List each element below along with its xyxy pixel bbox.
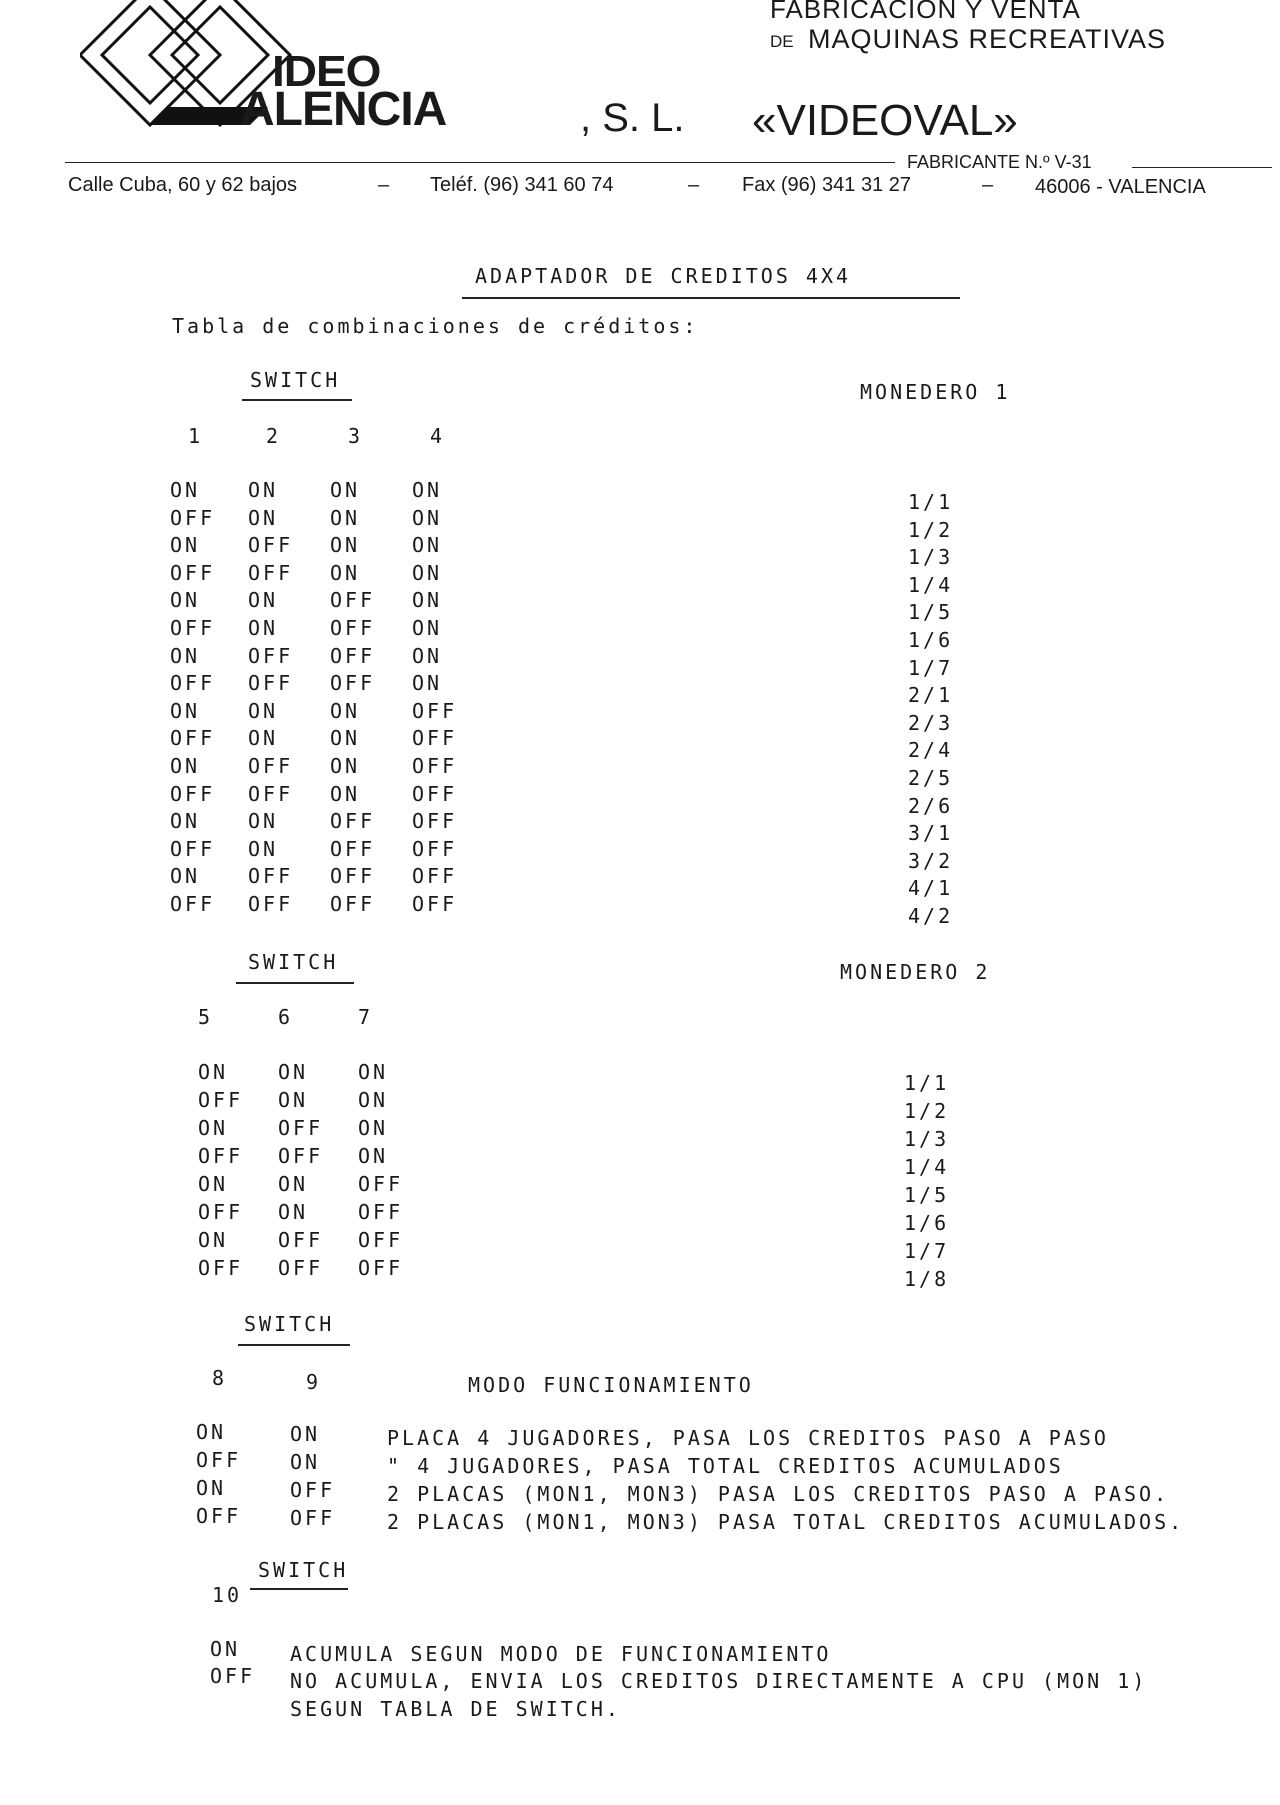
switch-state: ON (170, 533, 201, 558)
switch-state: ON (248, 726, 279, 751)
switch-state: ON (330, 478, 361, 502)
credit-ratio: 3/2 (908, 848, 954, 873)
switch-state: OFF (198, 1200, 244, 1224)
switch-state: OFF (198, 1256, 244, 1280)
intro-text: Tabla de combinaciones de créditos: (172, 314, 699, 338)
switch-state: ON (248, 698, 279, 723)
switch-state: ON (170, 588, 201, 613)
switch-state: OFF (330, 671, 376, 696)
switch-state: ON (412, 560, 443, 585)
switch-state: ON (330, 560, 361, 585)
mode-description: PLACA 4 JUGADORES, PASA LOS CREDITOS PASO A PASO (387, 1426, 1109, 1450)
switch-number: 6 (278, 1005, 294, 1029)
switch-state: OFF (248, 754, 294, 778)
switch-state: ON (278, 1060, 309, 1084)
activity-line1: FABRICACION Y VENTA (770, 0, 1081, 24)
fax: Fax (96) 341 31 27 (742, 174, 911, 196)
switch-state: OFF (358, 1172, 404, 1196)
switch-state: OFF (290, 1478, 336, 1502)
switch-state: ON (358, 1088, 389, 1112)
switch-state: OFF (210, 1664, 256, 1688)
credit-ratio: 1/7 (904, 1239, 950, 1263)
switch-state: ON (196, 1420, 227, 1444)
switch-state: OFF (412, 754, 458, 778)
credit-ratio: 2/1 (908, 683, 954, 708)
credit-ratio: 2/4 (908, 738, 954, 763)
accumulate-description: ACUMULA SEGUN MODO DE FUNCIONAMIENTO (290, 1642, 832, 1666)
switch-state: ON (358, 1116, 389, 1140)
switch-state: ON (330, 505, 361, 530)
switch-heading-4: SWITCH (258, 1558, 349, 1582)
switch-state: ON (248, 616, 279, 640)
switch-state: OFF (358, 1228, 404, 1252)
switch-state: ON (290, 1450, 321, 1474)
switch-state: ON (170, 754, 201, 778)
switch-state: OFF (412, 726, 458, 751)
switch-state: OFF (412, 781, 458, 806)
switch-state: OFF (198, 1144, 244, 1168)
switch-state: OFF (248, 533, 294, 558)
switch-state: ON (248, 588, 279, 613)
switch-state: ON (248, 505, 279, 530)
switch-state: ON (358, 1060, 389, 1084)
switch-state: ON (412, 478, 443, 502)
header-rule-left (65, 162, 895, 163)
switch-state: ON (358, 1144, 389, 1168)
switch-number: 8 (212, 1366, 228, 1390)
switch-state: OFF (278, 1228, 324, 1252)
switch-underline-3 (238, 1344, 350, 1346)
switch-heading-1: SWITCH (250, 368, 341, 392)
switch-state: ON (198, 1172, 229, 1196)
switch-state: OFF (358, 1200, 404, 1224)
title-underline (462, 297, 960, 299)
switch-state: ON (412, 671, 443, 696)
switch-number: 9 (306, 1370, 322, 1394)
switch-state: OFF (358, 1256, 404, 1280)
switch-state: ON (412, 588, 443, 613)
switch-number: 1 (188, 424, 204, 448)
switch-state: OFF (412, 809, 458, 834)
switch-state: OFF (196, 1504, 242, 1528)
credit-ratio: 1/8 (904, 1267, 950, 1291)
switch-state: OFF (330, 643, 376, 668)
monedero-heading-1: MONEDERO 1 (860, 380, 1011, 404)
brand-name: «VIDEOVAL» (752, 96, 1018, 145)
switch-state: OFF (170, 671, 216, 696)
separator-dash: – (378, 174, 390, 196)
switch-state: ON (170, 809, 201, 834)
switch-state: ON (248, 478, 279, 502)
switch-number: 2 (266, 424, 282, 448)
document-title: ADAPTADOR DE CREDITOS 4X4 (475, 264, 852, 288)
switch-state: OFF (330, 809, 376, 834)
separator-dash: – (982, 174, 994, 196)
separator-dash: – (688, 174, 700, 196)
credit-ratio: 1/1 (908, 490, 954, 514)
accumulate-description: NO ACUMULA, ENVIA LOS CREDITOS DIRECTAMENTE A CPU (MON 1) (290, 1669, 1148, 1693)
switch-state: ON (412, 505, 443, 530)
switch-state: OFF (278, 1116, 324, 1140)
credit-ratio: 1/5 (908, 600, 954, 625)
credit-ratio: 2/3 (908, 710, 954, 735)
switch-state: ON (248, 836, 279, 861)
switch-state: OFF (196, 1448, 242, 1472)
credit-ratio: 3/1 (908, 821, 954, 846)
credit-ratio: 1/5 (904, 1183, 950, 1207)
switch-state: OFF (170, 560, 216, 585)
switch-number: 5 (198, 1005, 214, 1029)
switch-state: ON (170, 643, 201, 668)
company-name-line2: ALENCIA (240, 83, 447, 136)
switch-state: OFF (412, 836, 458, 861)
switch-state: OFF (330, 864, 376, 889)
switch-state: OFF (170, 892, 216, 916)
switch-state: OFF (412, 864, 458, 889)
switch-state: OFF (198, 1088, 244, 1112)
switch-state: OFF (170, 505, 216, 530)
switch-state: ON (290, 1422, 321, 1446)
switch-state: ON (278, 1088, 309, 1112)
switch-state: OFF (170, 836, 216, 861)
credit-ratio: 4/2 (908, 904, 954, 928)
switch-state: OFF (330, 588, 376, 613)
switch-state: OFF (170, 616, 216, 640)
company-suffix: , S. L. (580, 96, 685, 140)
switch-state: ON (196, 1476, 227, 1500)
credit-ratio: 1/2 (908, 517, 954, 542)
accumulate-continuation: SEGUN TABLA DE SWITCH. (290, 1697, 621, 1721)
switch-underline-2 (236, 982, 354, 984)
switch-state: OFF (170, 726, 216, 751)
switch-state: OFF (248, 781, 294, 806)
credit-ratio: 4/1 (908, 876, 954, 901)
credit-ratio: 1/6 (904, 1211, 950, 1235)
switch-state: ON (198, 1060, 229, 1084)
mode-description: " 4 JUGADORES, PASA TOTAL CREDITOS ACUMULADOS (387, 1454, 1064, 1478)
city: 46006 - VALENCIA (1035, 176, 1206, 198)
switch-state: ON (170, 864, 201, 889)
switch-state: ON (330, 726, 361, 751)
switch-state: ON (330, 754, 361, 778)
switch-state: ON (330, 698, 361, 723)
switch-state: OFF (248, 892, 294, 916)
switch-state: OFF (278, 1144, 324, 1168)
credit-ratio: 1/6 (908, 628, 954, 652)
switch-state: ON (412, 533, 443, 558)
switch-state: OFF (248, 643, 294, 668)
switch-state: ON (170, 478, 201, 502)
switch-state: OFF (412, 892, 458, 916)
switch-state: OFF (412, 698, 458, 723)
header-rule-right (1132, 167, 1272, 168)
switch-underline-1 (242, 399, 352, 401)
credit-ratio: 1/1 (904, 1071, 950, 1095)
switch-state: ON (278, 1172, 309, 1196)
credit-ratio: 2/5 (908, 766, 954, 790)
switch-state: OFF (330, 892, 376, 916)
switch-number: 4 (430, 424, 446, 448)
switch-state: ON (198, 1116, 229, 1140)
switch-state: ON (210, 1637, 241, 1661)
switch-state: OFF (290, 1506, 336, 1530)
switch-state: OFF (330, 616, 376, 640)
company-name-line1: IDEO (272, 46, 381, 96)
switch-state: OFF (248, 864, 294, 889)
switch-column-number-10: 10 (212, 1583, 243, 1607)
switch-state: OFF (278, 1256, 324, 1280)
switch-underline-4 (250, 1588, 348, 1590)
credit-ratio: 1/4 (904, 1155, 950, 1179)
switch-state: ON (248, 809, 279, 834)
manufacturer-number: FABRICANTE N.º V-31 (907, 152, 1092, 172)
credit-ratio: 1/3 (904, 1127, 950, 1151)
credit-ratio: 1/2 (904, 1099, 950, 1123)
address: Calle Cuba, 60 y 62 bajos (68, 174, 298, 196)
switch-state: ON (170, 698, 201, 723)
activity-line2: MAQUINAS RECREATIVAS (808, 24, 1167, 54)
switch-state: ON (198, 1228, 229, 1252)
mode-heading: MODO FUNCIONAMIENTO (468, 1373, 754, 1397)
switch-state: ON (330, 781, 361, 806)
switch-state: OFF (330, 836, 376, 861)
credit-ratio: 1/3 (908, 545, 954, 570)
monedero-heading-2: MONEDERO 2 (840, 960, 991, 984)
switch-number: 3 (348, 424, 364, 448)
mode-description: 2 PLACAS (MON1, MON3) PASA TOTAL CREDITOS ACUMULADOS. (387, 1510, 1185, 1534)
switch-state: OFF (248, 671, 294, 696)
switch-state: ON (412, 616, 443, 640)
switch-state: OFF (248, 560, 294, 585)
credit-ratio: 1/7 (908, 655, 954, 680)
switch-heading-3: SWITCH (244, 1312, 335, 1336)
activity-de: DE (770, 32, 794, 51)
switch-state: ON (278, 1200, 309, 1224)
credit-ratio: 2/6 (908, 793, 954, 818)
switch-state: ON (330, 533, 361, 558)
switch-state: ON (412, 643, 443, 668)
phone: Teléf. (96) 341 60 74 (430, 174, 614, 196)
mode-description: 2 PLACAS (MON1, MON3) PASA LOS CREDITOS PASO A PASO. (387, 1482, 1170, 1506)
credit-ratio: 1/4 (908, 572, 954, 597)
switch-heading-2: SWITCH (248, 950, 339, 974)
switch-number: 7 (358, 1005, 374, 1029)
switch-state: OFF (170, 781, 216, 806)
